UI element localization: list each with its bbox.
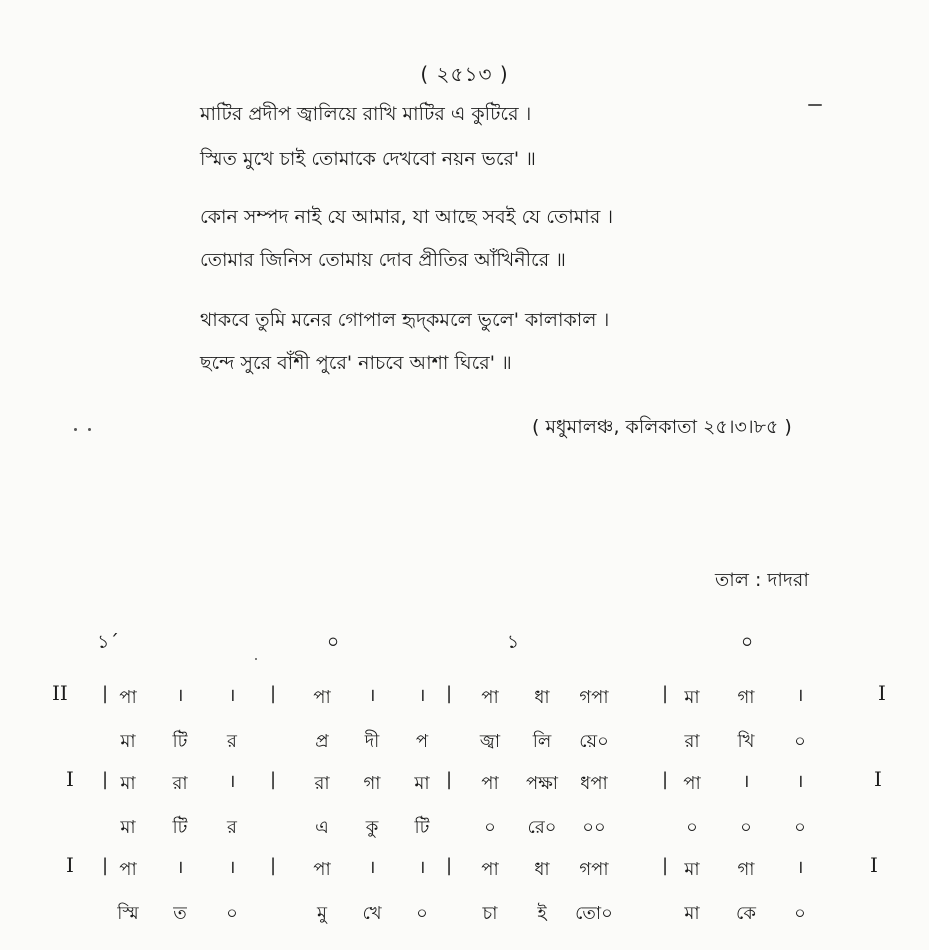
- syllable: টি: [414, 817, 430, 838]
- note: পা: [481, 687, 499, 708]
- note: ।: [228, 771, 236, 792]
- note: ধা: [534, 687, 550, 708]
- lyric-line-2: স্মিত মুখে চাই তোমাকে দেখবো নয়ন ভরে' ॥: [200, 148, 536, 170]
- beat-barline: |: [446, 855, 453, 876]
- beat-marker: ১´: [97, 631, 119, 653]
- scan-speck: [88, 428, 91, 431]
- song-number: ( ২৫১৩ ): [420, 62, 509, 86]
- note: ।: [796, 771, 804, 792]
- syllable: ০: [794, 903, 806, 924]
- beat-barline: |: [270, 855, 277, 876]
- syllable: মু: [317, 903, 327, 924]
- note: পা: [481, 859, 499, 880]
- syllable: মা: [684, 903, 700, 924]
- note: গা: [363, 773, 381, 794]
- note: মা: [684, 687, 700, 708]
- note: ।: [368, 685, 376, 706]
- row-end-barline: I: [870, 853, 878, 877]
- syllable: ০: [740, 817, 752, 838]
- note: পা: [313, 687, 331, 708]
- syllable: ০: [794, 817, 806, 838]
- note: পা: [481, 773, 499, 794]
- syllable: মা: [120, 817, 136, 838]
- note: পা: [313, 859, 331, 880]
- syllable: দী: [364, 731, 380, 752]
- taal-label: তাল : দাদরা: [715, 569, 809, 591]
- syllable: জ্বা: [479, 731, 501, 752]
- note: গপা: [579, 859, 609, 880]
- beat-barline: |: [662, 683, 669, 704]
- scan-speck: [74, 428, 77, 431]
- syllable: ই: [537, 903, 547, 924]
- beat-barline: |: [446, 769, 453, 790]
- source-citation: ( মধুমালঞ্চ, কলিকাতা ২৫।৩।৮৫ ): [532, 416, 792, 438]
- beat-marker: ০: [740, 631, 754, 653]
- syllable: টি: [172, 731, 188, 752]
- row-start-barline: I: [66, 767, 74, 791]
- note: রা: [172, 773, 188, 794]
- beat-marker: ১: [506, 631, 520, 653]
- note: মা: [120, 773, 136, 794]
- note: গপা: [579, 687, 609, 708]
- note: মা: [684, 859, 700, 880]
- lyric-line-3: কোন সম্পদ নাই যে আমার, যা আছে সবই যে তোমার ।: [200, 206, 614, 228]
- syllable: রা: [684, 731, 700, 752]
- lyric-line-5: থাকবে তুমি মনের গোপাল হৃদ্‌কমলে ভুলে' কালাকাল ।: [200, 309, 610, 331]
- syllable: কে: [736, 903, 756, 924]
- note: ।: [796, 857, 804, 878]
- note: ।: [176, 857, 184, 878]
- row-end-barline: I: [874, 767, 882, 791]
- syllable: র: [227, 817, 237, 838]
- scan-speck: [255, 658, 257, 660]
- syllable: র: [227, 731, 237, 752]
- syllable: ০: [484, 817, 496, 838]
- syllable: ০: [226, 903, 238, 924]
- beat-marker: ০: [326, 631, 340, 653]
- note: পক্ষা: [525, 773, 559, 794]
- beat-barline: |: [102, 855, 109, 876]
- scan-speck: [808, 104, 822, 106]
- note: রা: [314, 773, 330, 794]
- note: ।: [418, 685, 426, 706]
- beat-barline: |: [102, 769, 109, 790]
- syllable: তো০: [575, 903, 613, 924]
- note: পা: [683, 773, 701, 794]
- beat-barline: |: [662, 855, 669, 876]
- syllable: প: [415, 731, 429, 752]
- note: ।: [418, 857, 426, 878]
- syllable: খে: [362, 903, 382, 924]
- syllable: লি: [532, 731, 552, 752]
- syllable: রে০: [527, 817, 557, 838]
- syllable: প্র: [315, 731, 329, 752]
- syllable: চা: [482, 903, 498, 924]
- note: ধা: [534, 859, 550, 880]
- note: মা: [414, 773, 430, 794]
- row-start-barline: II: [52, 681, 68, 705]
- lyric-line-1: মাটির প্রদীপ জ্বালিয়ে রাখি মাটির এ কুটিরে ।: [200, 103, 532, 125]
- beat-barline: |: [102, 683, 109, 704]
- note: ।: [368, 857, 376, 878]
- note: ।: [176, 685, 184, 706]
- syllable: টি: [172, 817, 188, 838]
- row-start-barline: I: [66, 853, 74, 877]
- row-end-barline: I: [878, 681, 886, 705]
- syllable: য়ে০: [579, 731, 609, 752]
- note: ।: [796, 685, 804, 706]
- syllable: স্মি: [117, 903, 139, 924]
- note: পা: [119, 687, 137, 708]
- syllable: ০০: [582, 817, 606, 838]
- syllable: খি: [737, 731, 755, 752]
- syllable: ০: [416, 903, 428, 924]
- syllable: ০: [794, 731, 806, 752]
- syllable: মা: [120, 731, 136, 752]
- syllable: এ: [315, 817, 329, 838]
- beat-barline: |: [270, 683, 277, 704]
- note: গা: [737, 859, 755, 880]
- note: ধপা: [580, 773, 608, 794]
- beat-barline: |: [446, 683, 453, 704]
- beat-barline: |: [662, 769, 669, 790]
- syllable: কু: [365, 817, 379, 838]
- lyric-line-6: ছন্দে সুরে বাঁশী পুরে' নাচবে আশা ঘিরে' ॥: [200, 352, 512, 374]
- note: ।: [228, 685, 236, 706]
- beat-barline: |: [270, 769, 277, 790]
- syllable: ত: [173, 903, 187, 924]
- note: ।: [228, 857, 236, 878]
- note: পা: [119, 859, 137, 880]
- note: গা: [737, 687, 755, 708]
- syllable: ০: [686, 817, 698, 838]
- note: ।: [742, 771, 750, 792]
- lyric-line-4: তোমার জিনিস তোমায় দোব প্রীতির আঁখিনীরে ॥: [200, 249, 566, 271]
